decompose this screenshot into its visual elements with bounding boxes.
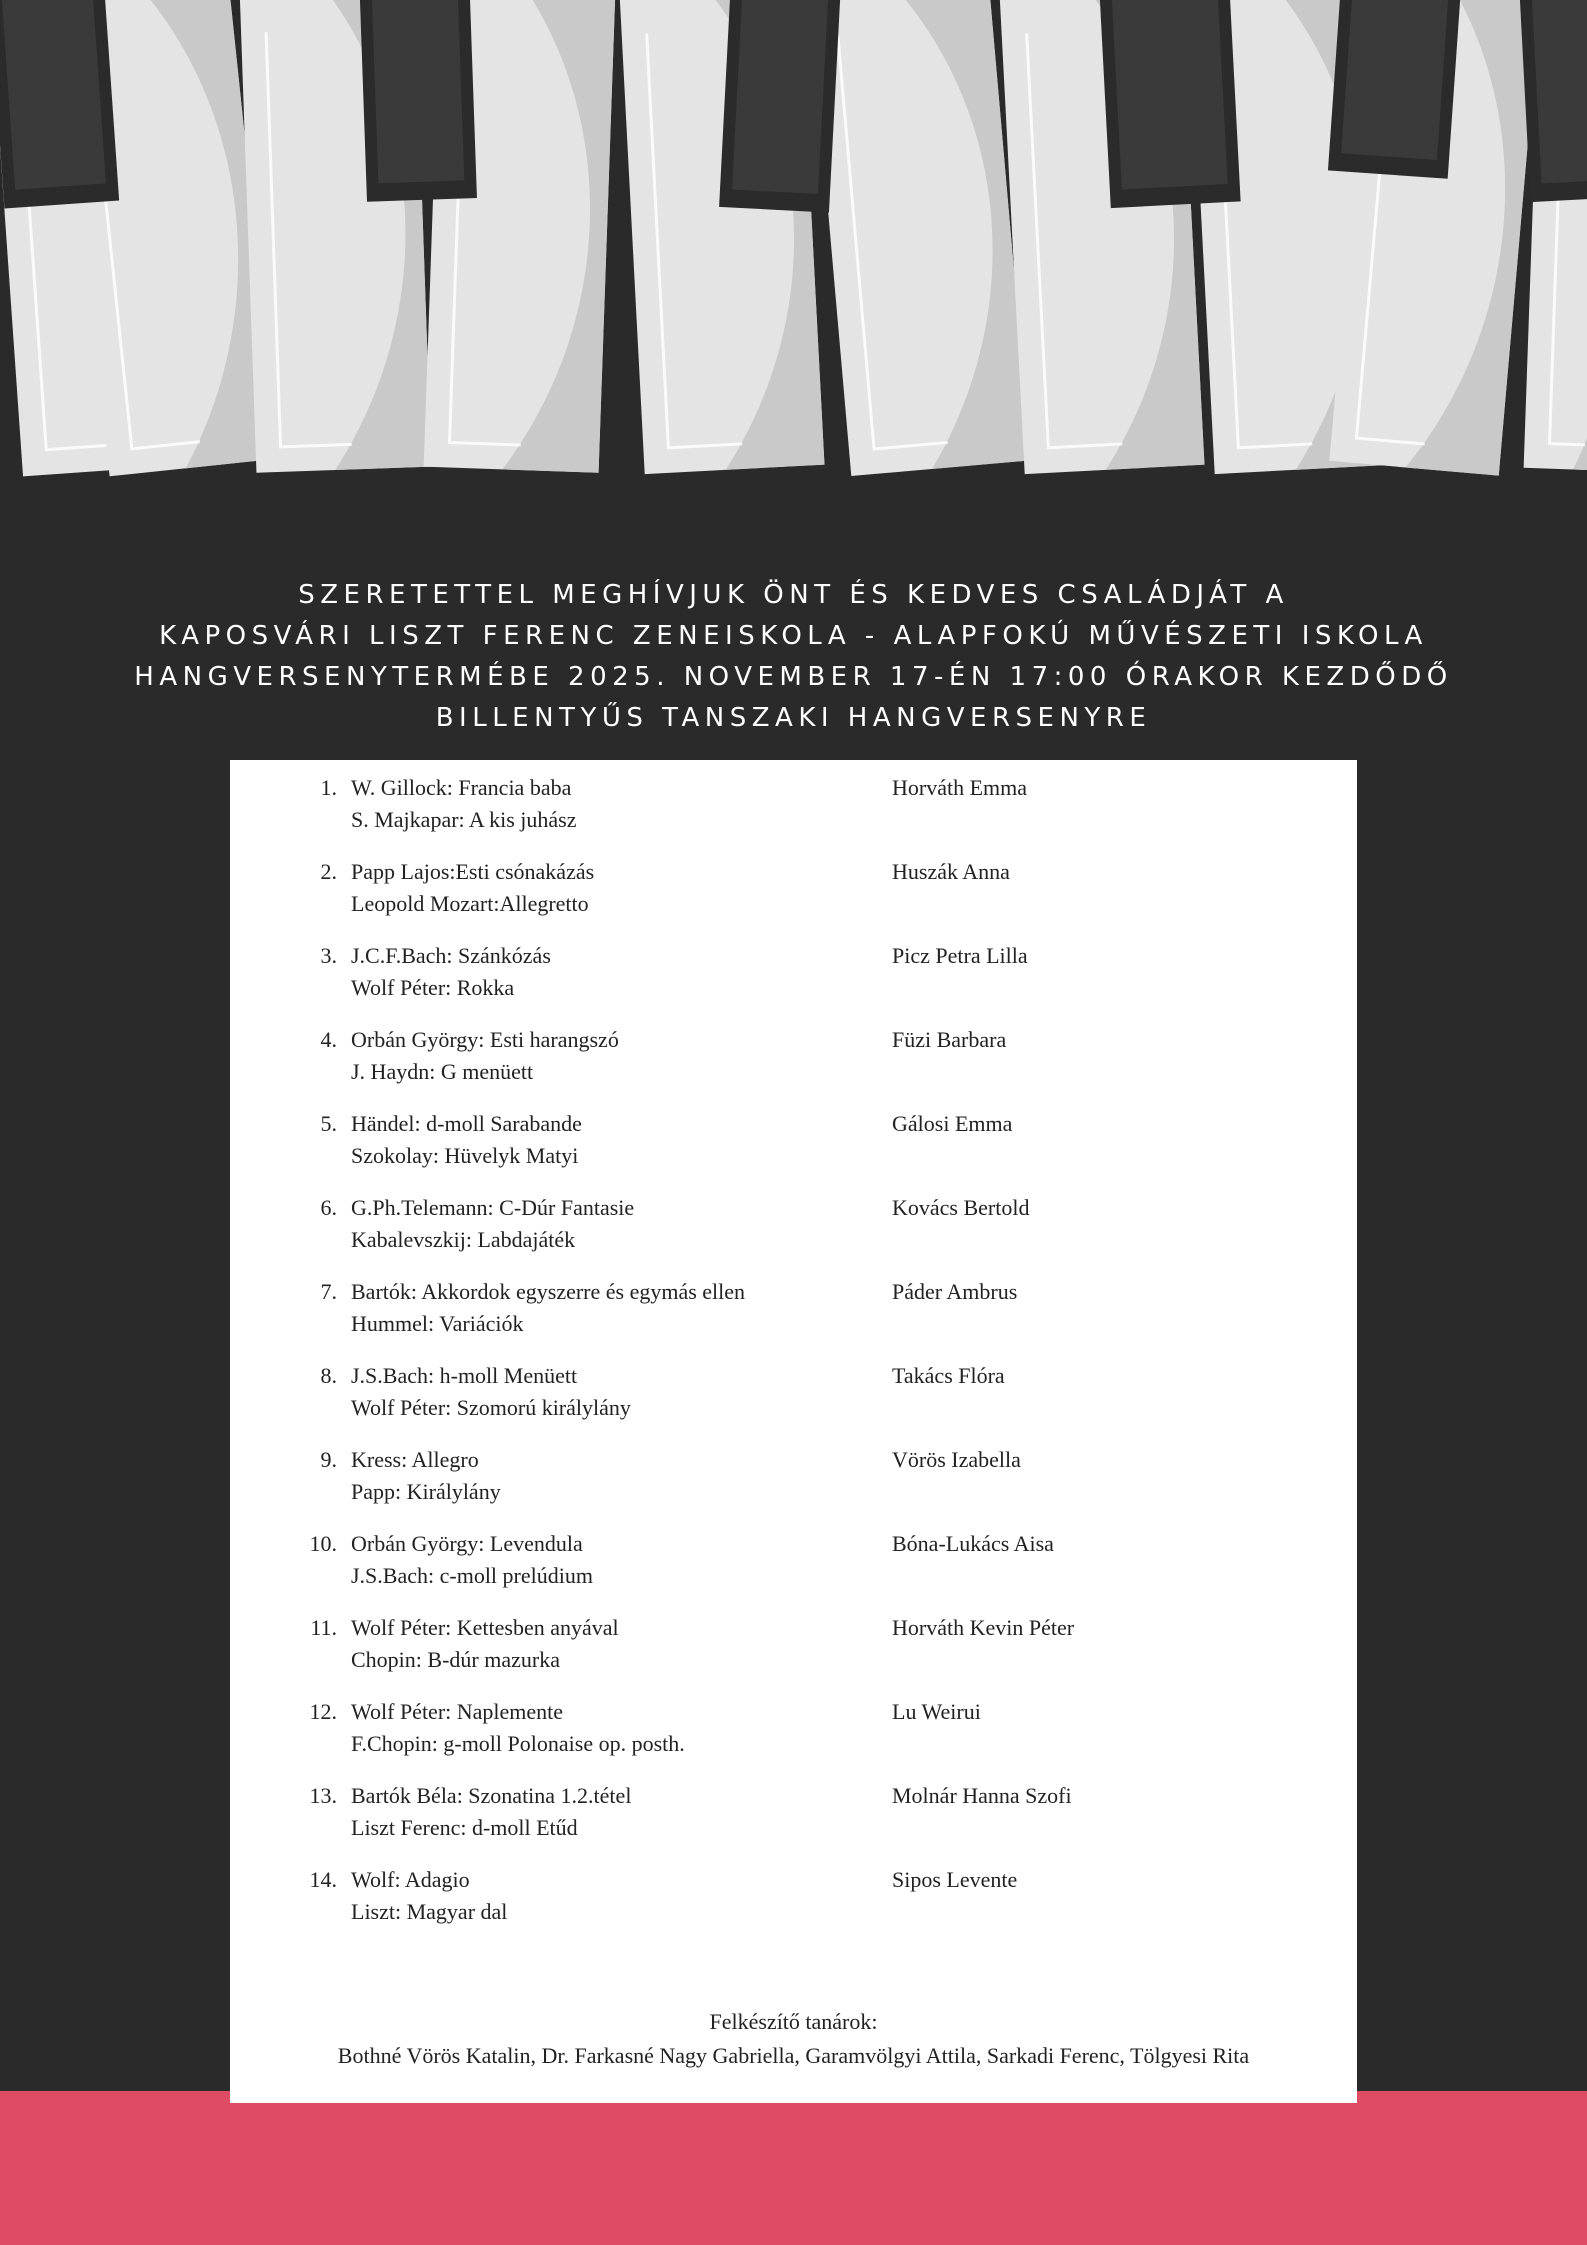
program-item-performer: Horváth Emma — [892, 775, 1028, 800]
program-item-number: 9. — [320, 1447, 337, 1472]
program-work: J.C.F.Bach: Szánkózás — [351, 943, 551, 968]
program-item — [230, 940, 1357, 1024]
program-item-performer: Bóna-Lukács Aisa — [892, 1531, 1054, 1556]
program-item-performer: Páder Ambrus — [892, 1279, 1018, 1304]
program-list — [230, 772, 1357, 1948]
program-work: Hummel: Variációk — [351, 1311, 524, 1336]
black-key-shape — [1099, 0, 1241, 208]
program-item-works — [351, 1360, 631, 1424]
program-item-number: 11. — [310, 1615, 337, 1640]
program-item-number: 5. — [320, 1111, 337, 1136]
program-item-number: 10. — [309, 1531, 337, 1556]
program-work: Wolf Péter: Kettesben anyával — [351, 1615, 619, 1640]
footer-accent-band — [0, 2091, 1587, 2245]
program-item — [230, 1612, 1357, 1696]
program-item-performer: Horváth Kevin Péter — [892, 1615, 1075, 1640]
program-work: Kress: Allegro — [351, 1447, 479, 1472]
program-work: Wolf Péter: Rokka — [351, 975, 515, 1000]
program-item — [230, 1864, 1357, 1948]
program-item-performer: Takács Flóra — [892, 1363, 1005, 1388]
program-item-works — [351, 772, 576, 836]
teachers-names: Bothné Vörös Katalin, Dr. Farkasné Nagy Gabriella, Garamvölgyi Attila, Sarkadi Ferenc, Tölgyesi Rita — [337, 2043, 1250, 2068]
program-item-works — [351, 1192, 634, 1256]
program-item-works — [351, 1612, 619, 1676]
program-work: Wolf: Adagio — [351, 1867, 470, 1892]
program-work: Liszt: Magyar dal — [351, 1899, 508, 1924]
program-work: G.Ph.Telemann: C-Dúr Fantasie — [351, 1195, 635, 1220]
program-work: W. Gillock: Francia baba — [351, 775, 572, 800]
program-work: Orbán György: Levendula — [351, 1531, 583, 1556]
program-sheet — [230, 760, 1357, 2103]
black-key-shape — [1519, 0, 1587, 202]
program-work: Leopold Mozart:Allegretto — [351, 891, 589, 916]
program-item-performer: Huszák Anna — [892, 859, 1010, 884]
teachers-section — [230, 2005, 1357, 2073]
program-work: Händel: d-moll Sarabande — [351, 1111, 582, 1136]
program-item-number: 6. — [320, 1195, 337, 1220]
program-item — [230, 1528, 1357, 1612]
teachers-heading: Felkészítő tanárok: — [709, 2009, 878, 2034]
program-work: Papp Lajos:Esti csónakázás — [351, 859, 595, 884]
program-work: Kabalevszkij: Labdajáték — [351, 1227, 576, 1252]
program-item-performer: Lu Weirui — [892, 1699, 981, 1724]
invitation-text — [0, 575, 1587, 739]
program-item-number: 1. — [320, 775, 337, 800]
program-work: Bartók: Akkordok egyszerre és egymás ellen — [351, 1279, 746, 1304]
program-item-performer: Sipos Levente — [892, 1867, 1018, 1892]
piano-keys-illustration — [0, 0, 1587, 560]
program-item — [230, 772, 1357, 856]
invitation-line-4: BILLENTYŰS TANSZAKI HANGVERSENYRE — [435, 703, 1152, 733]
program-item — [230, 856, 1357, 940]
program-item — [230, 1192, 1357, 1276]
program-work: Wolf Péter: Szomorú királylány — [351, 1395, 631, 1420]
program-item — [230, 1780, 1357, 1864]
program-item-number: 8. — [320, 1363, 337, 1388]
program-item-number: 4. — [320, 1027, 337, 1052]
program-work: J.S.Bach: c-moll prelúdium — [351, 1563, 593, 1588]
program-item-number: 12. — [309, 1699, 337, 1724]
program-item-works — [351, 1864, 507, 1928]
black-key-shape — [0, 0, 119, 209]
invitation-line-2: KAPOSVÁRI LISZT FERENC ZENEISKOLA - ALAPFOKÚ MŰVÉSZETI ISKOLA — [159, 621, 1428, 651]
program-item-works — [351, 940, 551, 1004]
program-item-number: 2. — [320, 859, 337, 884]
program-item-works — [351, 1528, 593, 1592]
program-work: J.S.Bach: h-moll Menüett — [351, 1363, 578, 1388]
program-item-performer: Picz Petra Lilla — [892, 943, 1028, 968]
program-item-number: 13. — [309, 1783, 337, 1808]
program-work: F.Chopin: g-moll Polonaise op. posth. — [351, 1731, 685, 1756]
program-item — [230, 1696, 1357, 1780]
program-item-performer: Füzi Barbara — [892, 1027, 1007, 1052]
program-item-works — [351, 1780, 631, 1844]
program-work: Bartók Béla: Szonatina 1.2.tétel — [351, 1783, 632, 1808]
program-item-performer: Gálosi Emma — [892, 1111, 1013, 1136]
program-item-works — [351, 856, 594, 920]
program-work: S. Majkapar: A kis juhász — [351, 807, 577, 832]
black-key-shape — [719, 0, 841, 213]
program-item-works — [351, 1696, 685, 1760]
program-work: Papp: Királylány — [351, 1479, 501, 1504]
program-item — [230, 1276, 1357, 1360]
black-key-shape — [359, 0, 477, 202]
program-item-works — [351, 1444, 501, 1508]
program-item — [230, 1360, 1357, 1444]
program-item-works — [351, 1024, 619, 1088]
program-item-performer: Molnár Hanna Szofi — [892, 1783, 1072, 1808]
program-item-works — [351, 1276, 745, 1340]
program-item-number: 7. — [320, 1279, 337, 1304]
program-work: Szokolay: Hüvelyk Matyi — [351, 1143, 579, 1168]
program-work: Wolf Péter: Naplemente — [351, 1699, 564, 1724]
black-key-shape — [1328, 0, 1461, 179]
program-item-performer: Vörös Izabella — [892, 1447, 1021, 1472]
program-work: J. Haydn: G menüett — [351, 1059, 534, 1084]
program-item-performer: Kovács Bertold — [892, 1195, 1030, 1220]
program-item — [230, 1444, 1357, 1528]
program-work: Chopin: B-dúr mazurka — [351, 1647, 560, 1672]
program-item — [230, 1108, 1357, 1192]
program-item-works — [351, 1108, 582, 1172]
program-work: Orbán György: Esti harangszó — [351, 1027, 619, 1052]
invitation-line-1: SZERETETTEL MEGHÍVJUK ÖNT ÉS KEDVES CSALÁDJÁT A — [298, 580, 1289, 610]
program-work: Liszt Ferenc: d-moll Etűd — [351, 1815, 578, 1840]
invitation-line-3: HANGVERSENYTERMÉBE 2025. NOVEMBER 17-ÉN 17:00 ÓRAKOR KEZDŐDŐ — [134, 662, 1453, 692]
program-item — [230, 1024, 1357, 1108]
program-item-number: 14. — [309, 1867, 337, 1892]
program-item-number: 3. — [320, 943, 337, 968]
